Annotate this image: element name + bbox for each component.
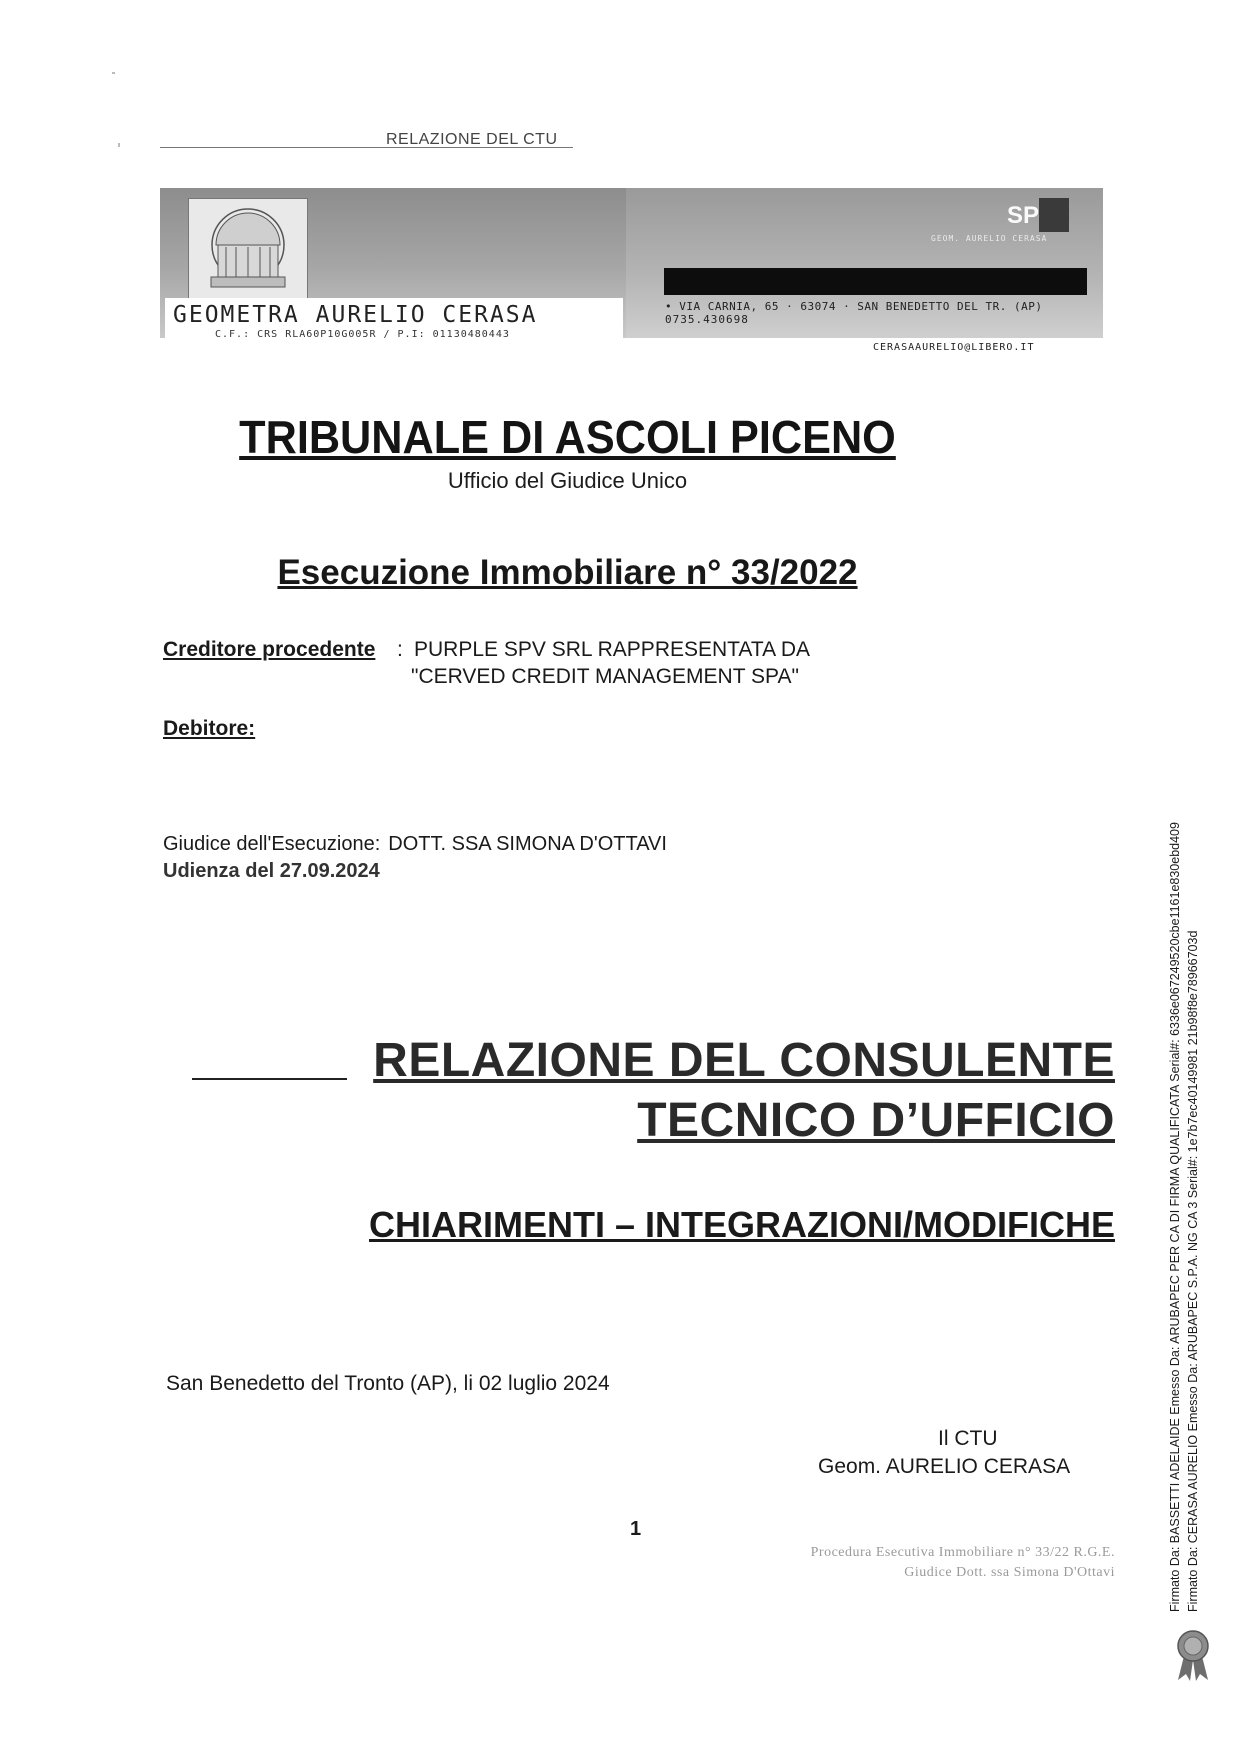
report-subtitle: CHIARIMENTI – INTEGRAZIONI/MODIFICHE (369, 1204, 1115, 1245)
scan-speck (118, 143, 120, 147)
scan-speck (112, 72, 115, 74)
logo-tower-icon (1039, 198, 1069, 232)
signer-role: Il CTU (938, 1427, 998, 1450)
digital-signature-line2: Firmato Da: CERASA AURELIO Emesso Da: ARUBAPEC S.P.A. NG CA 3 Serial#: 1e7b7ec40149981 21b98f8e78966703d (1186, 930, 1200, 1612)
debtor-label: Debitore: (163, 717, 256, 740)
place-date: San Benedetto del Tronto (AP), li 02 luglio 2024 (166, 1372, 610, 1395)
signer-name: Geom. AURELIO CERASA (818, 1455, 1071, 1478)
letterhead-logo-subtitle: GEOM. AURELIO CERASA (931, 234, 1048, 243)
letterhead-name: GEOMETRA AURELIO CERASA (173, 302, 538, 328)
creditor-colon: : (397, 638, 403, 661)
letterhead-address: • VIA CARNIA, 65 · 63074 · SAN BENEDETTO DEL TR. (AP) (665, 300, 1043, 313)
redaction-bar (664, 268, 1087, 295)
header-doc-title: RELAZIONE DEL CTU (386, 131, 558, 148)
footer-judge: Giudice Dott. ssa Simona D'Ottavi (904, 1565, 1115, 1580)
judge-name: DOTT. SSA SIMONA D'OTTAVI (388, 833, 667, 855)
creditor-line2: "CERVED CREDIT MANAGEMENT SPA" (411, 665, 799, 688)
letterhead-tax-ids: C.F.: CRS RLA60P10G005R / P.I: 01130480443 (215, 329, 510, 340)
judge-line (163, 833, 667, 856)
creditor-label: Creditore procedente (163, 638, 376, 661)
court-title: TRIBUNALE DI ASCOLI PICENO (239, 411, 896, 463)
case-title: Esecuzione Immobiliare n° 33/2022 (277, 553, 858, 592)
digital-signature-line1: Firmato Da: BASSETTI ADELAIDE Emesso Da: ARUBAPEC PER CA DI FIRMA QUALIFICATA Serial#: 6336e067249520cbe1161e830ebd409 (1168, 822, 1182, 1612)
court-office: Ufficio del Giudice Unico (447, 468, 688, 493)
report-title-rule (192, 1078, 347, 1080)
page-number: 1 (630, 1518, 642, 1540)
letterhead-banner (160, 188, 1103, 338)
report-title-line2: TECNICO D’UFFICIO (637, 1094, 1115, 1147)
creditor-line1: PURPLE SPV SRL RAPPRESENTATA DA (414, 638, 811, 661)
report-title-line1: RELAZIONE DEL CONSULENTE (373, 1034, 1115, 1087)
pantheon-emblem-icon (188, 198, 308, 304)
letterhead-logo-mark: SP (1007, 202, 1040, 229)
signature-seal-icon (1172, 1628, 1214, 1682)
footer-procedure: Procedura Esecutiva Immobiliare n° 33/22 R.G.E. (810, 1545, 1115, 1560)
letterhead-phone: 0735.430698 (665, 313, 749, 326)
judge-label: Giudice dell'Esecuzione: (163, 833, 381, 855)
hearing-date: Udienza del 27.09.2024 (163, 860, 380, 882)
letterhead-email: CERASAAURELIO@LIBERO.IT (873, 342, 1035, 353)
